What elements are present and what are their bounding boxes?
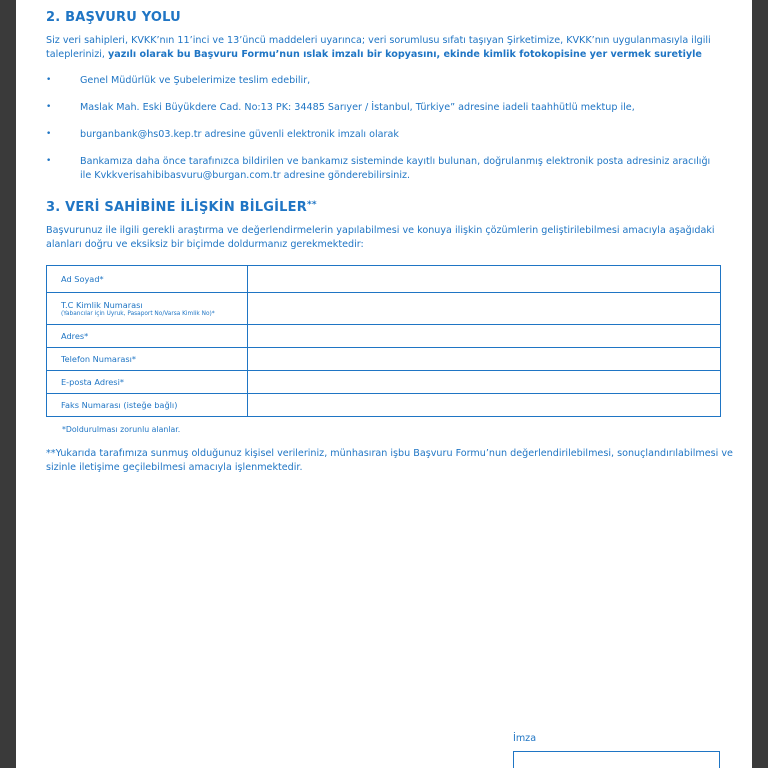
field-input-fax[interactable] bbox=[248, 394, 721, 417]
table-row bbox=[47, 348, 721, 371]
field-label-id bbox=[47, 293, 248, 325]
section-3-title-suffix: ** bbox=[306, 200, 317, 210]
field-label-id-text: T.C Kimlik Numarası bbox=[61, 300, 143, 310]
field-label-id-sub: (Yabancılar için Uyruk, Pasaport No/Varsa Kimlik No)* bbox=[61, 311, 215, 317]
section-2-intro-bold: yazılı olarak bu Başvuru Formu’nun ıslak imzalı bir kopyasını, ekinde kimlik fotokopisine yer vermek suretiyle bbox=[108, 48, 702, 60]
table-row bbox=[47, 325, 721, 348]
field-label-address: Adres* bbox=[47, 325, 248, 348]
field-input-name[interactable] bbox=[248, 266, 721, 293]
table-row bbox=[47, 394, 721, 417]
section-3-title bbox=[46, 200, 317, 215]
document-page bbox=[16, 0, 752, 768]
footnote: **Yukarıda tarafımıza sunmuş olduğunuz kişisel verileriniz, münhasıran işbu Başvuru Formu’nun değerlendirilebilmesi, sonuçlandırılabilmesi ve sizinle iletişime geçilebilmesi amacıyla işlenmektedir. bbox=[46, 448, 733, 473]
section-2-intro-plain: Siz veri sahipleri, KVKK’nın 11’inci ve 13’üncü maddeleri uyarınca; veri sorumlusu sıfatı taşıyan Şirketimize, KVKK’nın uygulanmasıyla ilgili taleplerinizi, bbox=[46, 35, 711, 60]
section-2-intro bbox=[46, 34, 736, 61]
table-row bbox=[47, 293, 721, 325]
section-3-intro: Başvurunuz ile ilgili gerekli araştırma ve değerlendirmelerin yapılabilmesi ve konuya ilişkin çözümlerin geliştirilebilmesi amacıyla aşağıdaki alanları doğru ve eksiksiz bir biçimde doldurmanız gerekmektedir: bbox=[46, 225, 715, 250]
bullet-dot: • bbox=[46, 129, 52, 139]
field-input-id[interactable] bbox=[248, 293, 721, 325]
signature-label: İmza bbox=[513, 733, 537, 744]
required-fields-note: *Doldurulması zorunlu alanlar. bbox=[62, 425, 181, 434]
bullet-dot: • bbox=[46, 156, 52, 166]
section-3-title-text: 3. VERİ SAHİBİNE İLİŞKİN BİLGİLER bbox=[46, 200, 307, 215]
field-input-email[interactable] bbox=[248, 371, 721, 394]
section-2-title: 2. BAŞVURU YOLU bbox=[46, 10, 181, 25]
bullet-dot: • bbox=[46, 102, 52, 112]
bullet-item-3: burganbank@hs03.kep.tr adresine güvenli elektronik imzalı olarak bbox=[80, 129, 399, 140]
bullet-dot: • bbox=[46, 75, 52, 85]
field-input-address[interactable] bbox=[248, 325, 721, 348]
signature-box[interactable] bbox=[513, 751, 720, 768]
field-input-phone[interactable] bbox=[248, 348, 721, 371]
field-label-email: E-posta Adresi* bbox=[47, 371, 248, 394]
applicant-info-table bbox=[46, 265, 721, 417]
bullet-item-1: Genel Müdürlük ve Şubelerimize teslim edebilir, bbox=[80, 75, 311, 86]
field-label-fax: Faks Numarası (isteğe bağlı) bbox=[47, 394, 248, 417]
table-row bbox=[47, 266, 721, 293]
field-label-name: Ad Soyad* bbox=[47, 266, 248, 293]
bullet-item-2: Maslak Mah. Eski Büyükdere Cad. No:13 PK: 34485 Sarıyer / İstanbul, Türkiye” adresine iadeli taahhütlü mektup ile, bbox=[80, 102, 635, 113]
field-label-phone: Telefon Numarası* bbox=[47, 348, 248, 371]
bullet-item-4: Bankamıza daha önce tarafınızca bildirilen ve bankamız sisteminde kayıtlı bulunan, doğrulanmış elektronik posta adresiniz aracılığı ile Kvkkverisahibibasvuru@burgan.com.tr adresine gönderebilirsiniz. bbox=[80, 156, 711, 181]
table-row bbox=[47, 371, 721, 394]
